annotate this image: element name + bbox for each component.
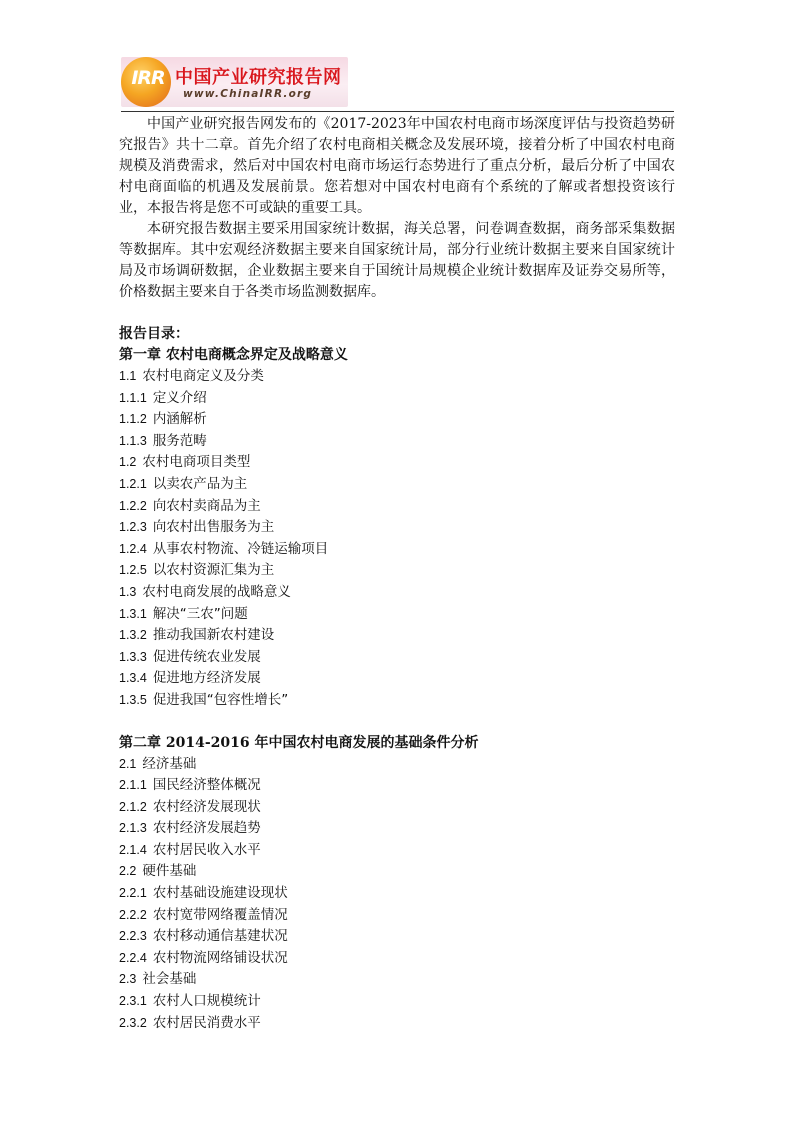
toc-item-number: 2.2.3 xyxy=(119,929,147,944)
toc-item-text: 以卖农产品为主 xyxy=(152,475,248,492)
toc-item xyxy=(119,409,675,431)
toc-item xyxy=(119,861,675,883)
toc-item-number: 2.1.1 xyxy=(119,778,147,793)
toc-item xyxy=(119,496,675,518)
toc-title: 报告目录： xyxy=(119,326,189,342)
toc-item-text: 定义介绍 xyxy=(152,389,207,406)
toc-item xyxy=(119,539,675,561)
toc-item xyxy=(119,474,675,496)
toc-item xyxy=(119,452,675,474)
toc-item xyxy=(119,969,675,991)
chapter-title: 第一章 农村电商概念界定及战略意义 xyxy=(119,347,348,363)
toc-item xyxy=(119,948,675,970)
toc-item-number: 2.3 xyxy=(119,972,137,987)
toc-item xyxy=(119,797,675,819)
toc-item-text: 农村移动通信基建状况 xyxy=(152,928,288,945)
toc-item-number: 1.2.2 xyxy=(119,498,147,513)
toc-item xyxy=(119,388,675,410)
toc-item-number: 1.3 xyxy=(119,584,137,599)
toc-item-number: 1.3.2 xyxy=(119,628,147,643)
toc-item-number: 1.2 xyxy=(119,455,137,470)
toc-item-number: 2.1.3 xyxy=(119,821,147,836)
toc-item-text: 解决“三农”问题 xyxy=(152,605,248,622)
document-body xyxy=(119,114,675,1034)
toc-item-text: 经济基础 xyxy=(142,755,197,772)
toc-item-text: 从事农村物流、冷链运输项目 xyxy=(152,540,329,557)
toc-item-number: 1.2.4 xyxy=(119,541,147,556)
toc-item-number: 1.3.1 xyxy=(119,606,147,621)
toc-item xyxy=(119,840,675,862)
toc-item-text: 国民经济整体概况 xyxy=(152,777,261,794)
toc-item xyxy=(119,604,675,626)
toc-item-text: 农村经济发展现状 xyxy=(152,798,261,815)
toc-item xyxy=(119,991,675,1013)
toc-item-text: 促进我国“包容性增长” xyxy=(152,691,289,708)
toc-item xyxy=(119,647,675,669)
toc-item-number: 1.3.3 xyxy=(119,649,147,664)
toc-item-text: 促进传统农业发展 xyxy=(152,648,261,665)
intro-paragraph-2: 本研究报告数据主要采用国家统计数据，海关总署，问卷调查数据，商务部采集数据等数据库。其中宏观经济数据主要来自国家统计局，部分行业统计数据主要来自国家统计局及市场调研数据，企业数据主要来自于国统计局规模企业统计数据库及证券交易所等，价格数据主要来自于各类市场监测数据库。 xyxy=(119,221,675,300)
toc-item xyxy=(119,625,675,647)
toc-item-number: 2.1.4 xyxy=(119,842,147,857)
toc-item xyxy=(119,1013,675,1035)
toc-item-number: 1.2.3 xyxy=(119,520,147,535)
toc-item-text: 农村基础设施建设现状 xyxy=(152,885,288,902)
toc-item-number: 1.2.5 xyxy=(119,563,147,578)
toc-item xyxy=(119,754,675,776)
toc-item-text: 硬件基础 xyxy=(142,863,197,880)
toc-item-text: 农村物流网络铺设状况 xyxy=(152,949,288,966)
toc-item-text: 农村经济发展趋势 xyxy=(152,820,261,837)
toc-item xyxy=(119,366,675,388)
toc-item-text: 促进地方经济发展 xyxy=(152,670,261,687)
toc-item xyxy=(119,818,675,840)
toc-item xyxy=(119,775,675,797)
toc-item-number: 1.3.5 xyxy=(119,692,147,707)
toc-item-text: 农村电商项目类型 xyxy=(142,454,251,471)
toc-item xyxy=(119,926,675,948)
logo-abbr: IRR xyxy=(131,67,165,89)
toc-item-number: 1.2.1 xyxy=(119,476,147,491)
toc-item-number: 2.2.1 xyxy=(119,886,147,901)
toc-item xyxy=(119,517,675,539)
toc-item-number: 2.3.1 xyxy=(119,994,147,1009)
toc-item-text: 服务范畴 xyxy=(152,432,207,449)
toc-item-number: 1.1 xyxy=(119,369,137,383)
toc-item-text: 向农村卖商品为主 xyxy=(152,497,261,514)
toc-item xyxy=(119,905,675,927)
toc-item xyxy=(119,668,675,690)
toc-item-number: 1.1.3 xyxy=(119,433,147,448)
toc-item xyxy=(119,582,675,604)
toc-item-number: 2.2 xyxy=(119,864,137,879)
toc-item-number: 2.2.4 xyxy=(119,950,147,965)
toc-item xyxy=(119,883,675,905)
site-logo xyxy=(121,57,348,107)
toc-item-number: 2.2.2 xyxy=(119,907,147,922)
toc-item-number: 2.1 xyxy=(119,756,137,771)
toc-item xyxy=(119,431,675,453)
toc-item-text: 农村人口规模统计 xyxy=(152,993,261,1010)
toc-item-text: 农村居民收入水平 xyxy=(152,841,261,858)
chapter-title: 第二章 2014-2016 年中国农村电商发展的基础条件分析 xyxy=(119,734,479,751)
toc-item xyxy=(119,560,675,582)
toc-item-text: 农村电商发展的战略意义 xyxy=(142,583,291,600)
header-divider xyxy=(121,111,674,112)
logo-name: 中国产业研究报告网 xyxy=(175,67,342,88)
intro-paragraph-1: 中国产业研究报告网发布的《2017-2023年中国农村电商市场深度评估与投资趋势研究报告》共十二章。首先介绍了农村电商相关概念及发展环境，接着分析了中国农村电商规模及消费需求，然后对中国农村电商市场运行态势进行了重点分析，最后分析了中国农村电商面临的机遇及发展前景。您若想对中国农村电商有个系统的了解或者想投资该行业，本报告将是您不可或缺的重要工具。 xyxy=(119,116,675,216)
toc-item-number: 1.1.2 xyxy=(119,412,147,427)
toc-item-number: 2.1.2 xyxy=(119,799,147,814)
toc-item-text: 内涵解析 xyxy=(152,411,207,428)
logo-url: www.ChinaIRR.org xyxy=(183,88,313,100)
toc-item-number: 1.3.4 xyxy=(119,671,147,686)
toc-item xyxy=(119,690,675,712)
table-of-contents xyxy=(119,345,675,1034)
toc-item-text: 以农村资源汇集为主 xyxy=(152,562,275,579)
toc-item-number: 1.1.1 xyxy=(119,390,147,405)
toc-item-text: 农村居民消费水平 xyxy=(152,1014,261,1031)
toc-item-text: 社会基础 xyxy=(142,971,197,988)
toc-item-text: 向农村出售服务为主 xyxy=(152,519,275,536)
toc-item-text: 农村宽带网络覆盖情况 xyxy=(152,906,288,923)
toc-item-text: 推动我国新农村建设 xyxy=(152,627,275,644)
toc-item-text: 农村电商定义及分类 xyxy=(142,368,264,384)
toc-item-number: 2.3.2 xyxy=(119,1015,147,1030)
